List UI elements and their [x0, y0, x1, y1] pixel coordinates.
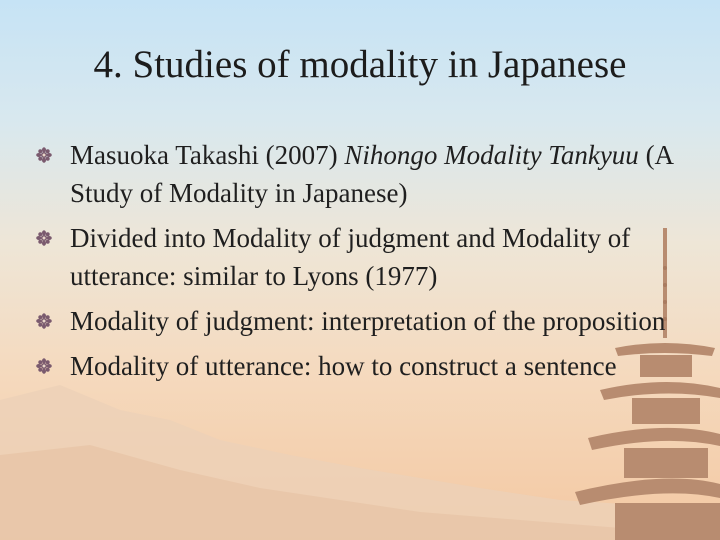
lotus-icon — [36, 313, 52, 329]
book-title: Nihongo Modality Tankyuu — [344, 140, 639, 170]
bullet-text-before: Masuoka Takashi (2007) — [70, 140, 345, 170]
bullet-text: Modality of utterance: how to construct a sentence — [70, 351, 617, 381]
list-item — [0, 347, 690, 385]
list-item — [0, 219, 690, 295]
lotus-icon — [36, 147, 52, 163]
bullet-text: Divided into Modality of judgment and Modality of utterance: similar to Lyons (1977) — [70, 223, 631, 291]
lotus-icon — [36, 358, 52, 374]
list-item — [0, 136, 690, 212]
lotus-icon — [36, 230, 52, 246]
bullet-list — [0, 136, 690, 392]
bullet-text: Modality of judgment: interpretation of the proposition — [70, 306, 666, 336]
bullet-text-after: (A Study of Modality in Japanese) — [70, 140, 673, 208]
list-item — [0, 302, 690, 340]
slide-title: 4. Studies of modality in Japanese — [93, 43, 627, 86]
